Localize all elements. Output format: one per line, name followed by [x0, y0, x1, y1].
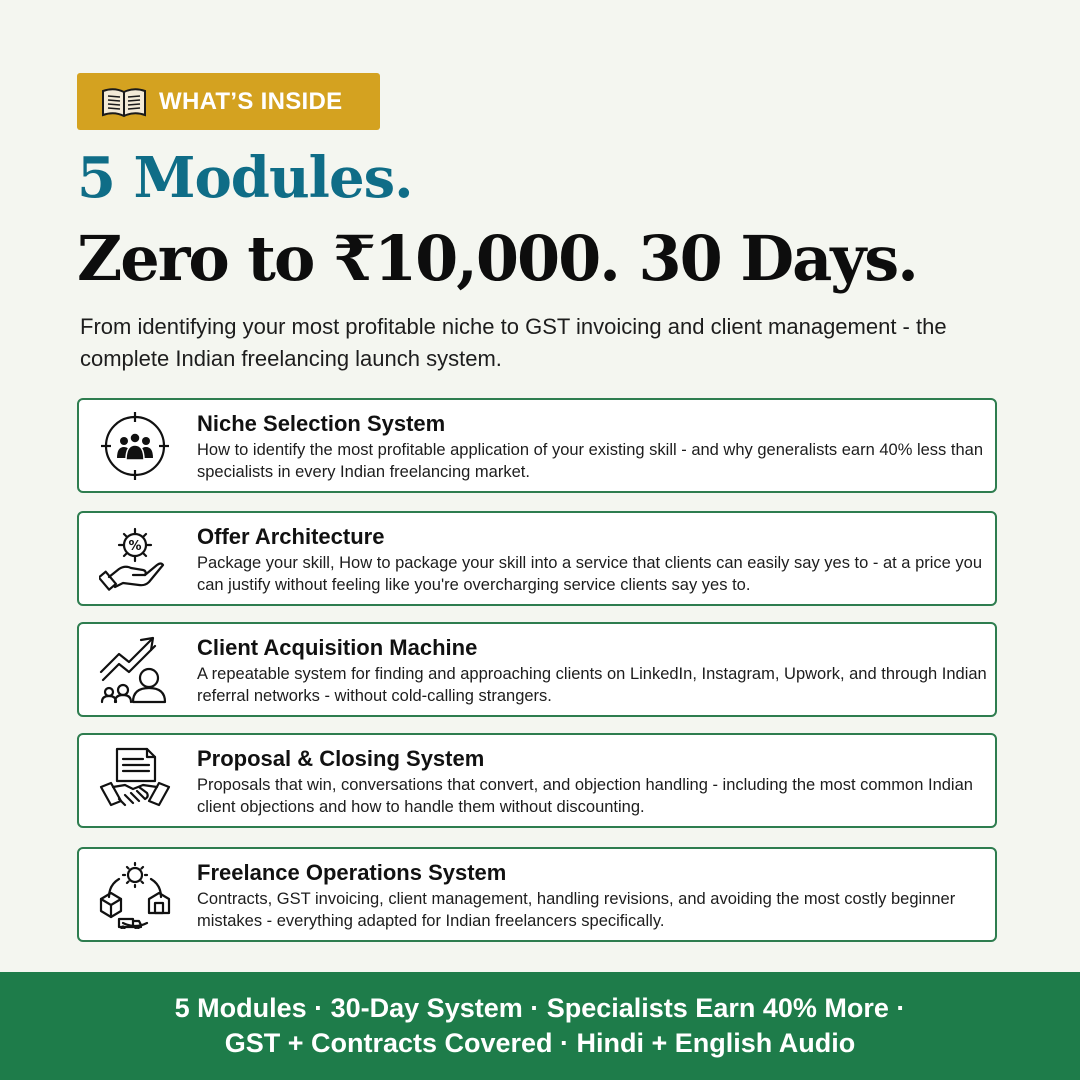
whats-inside-badge: [77, 73, 380, 130]
target-team-icon: [99, 412, 171, 480]
handshake-document-icon: [99, 747, 171, 815]
intro-text: From identifying your most profitable niche to GST invoicing and client management - the complete Indian freelancing launch system.: [80, 314, 947, 371]
badge-label: WHAT’S INSIDE: [159, 87, 343, 115]
module-card-client-acquisition: [77, 622, 997, 717]
operations-cycle-icon: [99, 861, 171, 929]
module-description: Proposals that win, conversations that convert, and objection handling - including the most common Indian client objections and how to handle them without discounting.: [197, 776, 973, 816]
footer-line-1: 5 Modules · 30-Day System · Specialists Earn 40% More ·: [174, 993, 906, 1023]
module-title: Client Acquisition Machine: [197, 635, 478, 660]
module-card-niche-selection: [77, 398, 997, 493]
module-card-freelance-operations: [77, 847, 997, 942]
open-book-icon: [99, 85, 149, 119]
module-card-offer-architecture: [77, 511, 997, 606]
module-title: Freelance Operations System: [197, 860, 507, 885]
footer-banner: [0, 972, 1080, 1080]
module-description: How to identify the most profitable application of your existing skill - and why generalists earn 40% less than specialists in every Indian freelancing market.: [197, 441, 983, 481]
headline-modules: 5 Modules.: [77, 145, 413, 211]
footer-line-2: GST + Contracts Covered · Hindi + English Audio: [224, 1028, 856, 1058]
growth-people-icon: [99, 636, 171, 704]
module-title: Proposal & Closing System: [197, 746, 485, 771]
module-description: Contracts, GST invoicing, client management, handling revisions, and avoiding the most costly beginner mistakes - everything adapted for Indian freelancers specifically.: [197, 890, 956, 930]
hand-gear-percent-icon: [99, 525, 171, 593]
module-description: A repeatable system for finding and approaching clients on LinkedIn, Instagram, Upwork, and through Indian referral networks - without cold-calling strangers.: [197, 665, 987, 705]
module-description: Package your skill, How to package your skill into a service that clients can easily say yes to - at a price you can justify without feeling like you're overcharging service clients say yes to.: [197, 554, 983, 594]
headline-promise: Zero to ₹10,000. 30 Days.: [77, 222, 917, 295]
module-card-proposal-closing: [77, 733, 997, 828]
svg-text:%: %: [128, 539, 142, 554]
module-title: Niche Selection System: [197, 411, 446, 436]
module-title: Offer Architecture: [197, 524, 385, 549]
